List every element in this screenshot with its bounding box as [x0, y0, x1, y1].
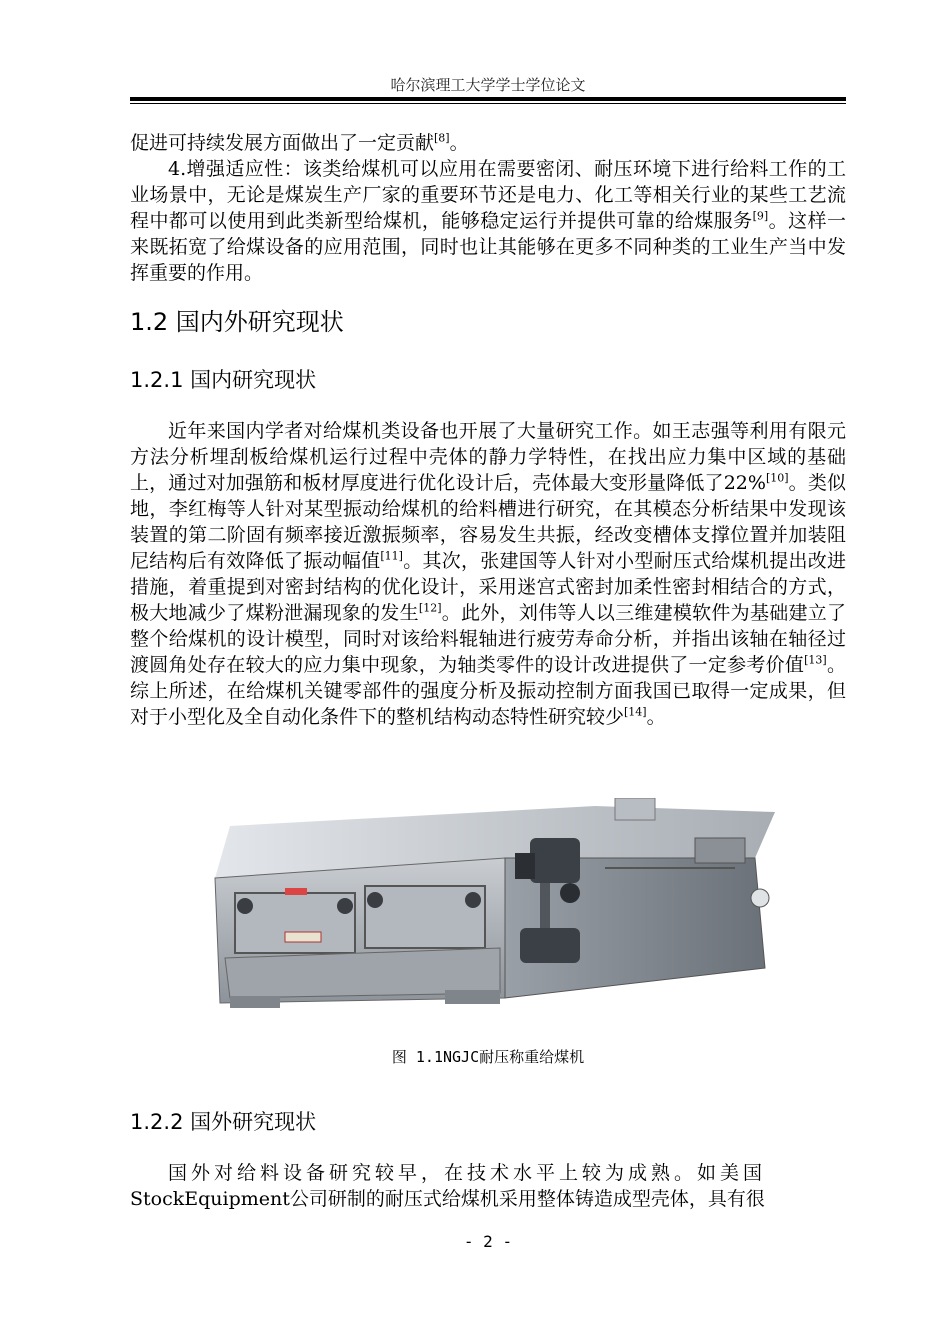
running-header: 哈尔滨理工大学学士学位论文: [390, 76, 586, 94]
subsection-heading-domestic: 1.2.1 国内研究现状: [130, 368, 317, 392]
paragraph-foreign-research: [130, 1160, 846, 1212]
citation: [14]: [624, 705, 647, 719]
citation: [9]: [752, 209, 769, 223]
section-heading: 1.2 国内外研究现状: [130, 308, 344, 336]
paragraph-continuation: 促进可持续发展方面做出了一定贡献[8]。: [130, 131, 469, 154]
citation: [11]: [380, 549, 403, 563]
paragraph-adaptability: 4.增强适应性：该类给煤机可以应用在需要密闭、耐压环境下进行给料工作的工业场景中，无论是煤炭生产厂家的重要环节还是电力、化工等相关行业的某些工艺流程中都可以使用到此类新型给煤机，能够稳定运行并提供可靠的给煤服务[9]。这样一来既拓宽了给煤设备的应用范围，同时也让其能够在更多不同种类的工业生产当中发挥重要的作用。: [130, 158, 846, 284]
paragraph-line: StockEquipment公司研制的耐压式给煤机采用整体铸造成型壳体，具有很: [130, 1188, 765, 1210]
paragraph-line: 国外对给料设备研究较早，在技术水平上较为成熟。如美国: [168, 1162, 767, 1184]
citation: [10]: [765, 471, 789, 485]
citation: [13]: [804, 653, 827, 667]
citation: [8]: [434, 131, 450, 145]
page-number: - 2 -: [463, 1232, 513, 1251]
header-rule-thick: [130, 97, 846, 101]
header-rule-thin: [130, 103, 846, 104]
coal-feeder-photo: [175, 798, 795, 1028]
paragraph-domestic-research: 近年来国内学者对给煤机类设备也开展了大量研究工作。如王志强等利用有限元方法分析埋刮板给煤机运行过程中壳体的静力学特性，在找出应力集中区域的基础上，通过对加强筋和板材厚度进行优化设计后，壳体最大变形量降低了22%[10]。类似地，李红梅等人针对某型振动给煤机的给料槽进行研究，在其模态分析结果中发现该装置的第二阶固有频率接近激振频率，容易发生共振，经改变槽体支撑位置并加装阻尼结构后有效降低了振动幅值[11]。其次，张建国等人针对小型耐压式给煤机提出改进措施，着重提到对密封结构的优化设计，采用迷宫式密封加柔性密封相结合的方式，极大地减少了煤粉泄漏现象的发生[12]。此外，刘伟等人以三维建模软件为基础建立了整个给煤机的设计模型，同时对该给料辊轴进行疲劳寿命分析，并指出该轴在轴径过渡圆角处存在较大的应力集中现象，为轴类零件的设计改进提供了一定参考价值[13]。综上所述，在给煤机关键零部件的强度分析及振动控制方面我国已取得一定成果，但对于小型化及全自动化条件下的整机结构动态特性研究较少[14]。: [130, 420, 846, 728]
figure-caption: 图 1.1NGJC耐压称重给煤机: [391, 1048, 585, 1066]
subsection-heading-foreign: 1.2.2 国外研究现状: [130, 1110, 317, 1134]
citation: [12]: [418, 601, 442, 615]
